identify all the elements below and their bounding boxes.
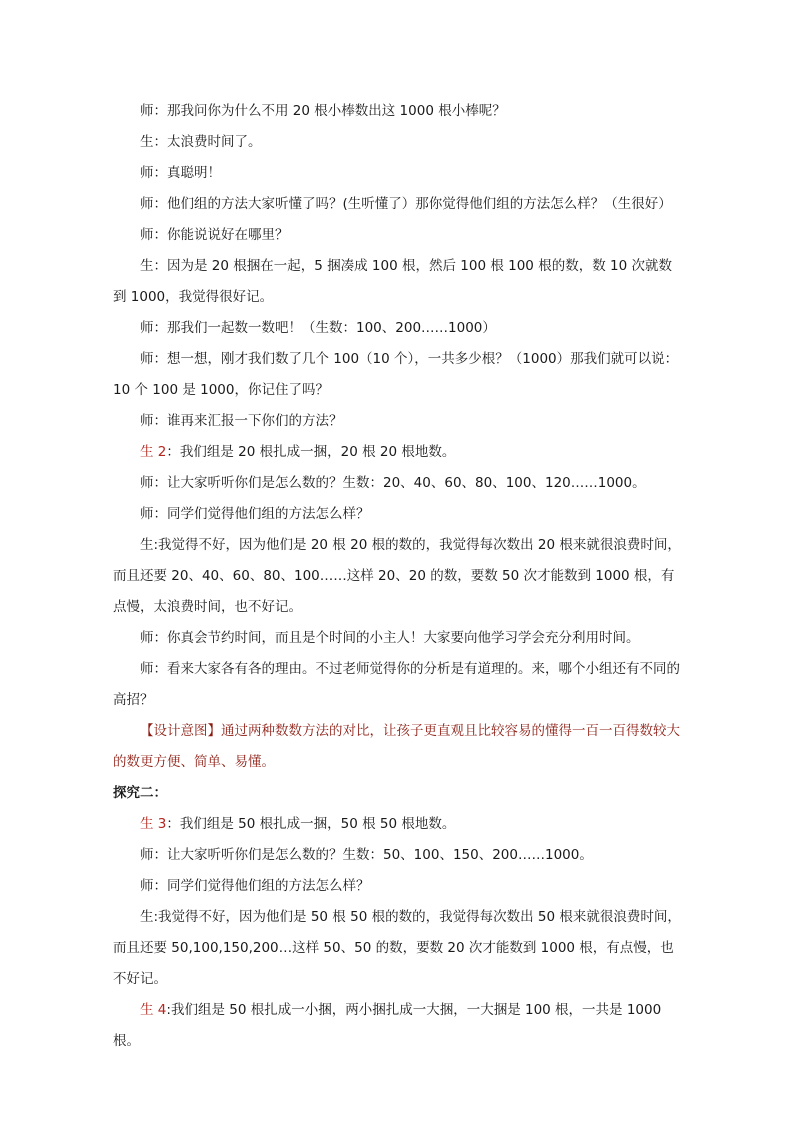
paragraph xyxy=(113,871,683,902)
paragraph xyxy=(113,344,683,406)
paragraph xyxy=(113,313,683,344)
paragraph xyxy=(113,623,683,654)
paragraph-text: 师：让大家听听你们是怎么数的？生数：50、100、150、200……1000。 xyxy=(140,847,593,863)
paragraph xyxy=(113,654,683,716)
paragraph-text: 师：同学们觉得他们组的方法怎么样？ xyxy=(140,878,370,894)
paragraph xyxy=(113,158,683,189)
paragraph-text: ：我们组是 20 根扎成一捆，20 根 20 根地数。 xyxy=(166,444,456,460)
paragraph-text: 师：那我们一起数一数吧！（生数：100、200……1000） xyxy=(140,320,496,336)
paragraph xyxy=(113,220,683,251)
paragraph xyxy=(113,251,683,313)
paragraph-text: 师：谁再来汇报一下你们的方法？ xyxy=(140,413,343,429)
paragraph xyxy=(113,406,683,437)
speaker-label: 生 4 xyxy=(140,1002,167,1018)
paragraph-text: ：我们组是 50 根扎成一捆，50 根 50 根地数。 xyxy=(166,816,456,832)
paragraph-text: 师：想一想，刚才我们数了几个 100（10 个），一共多少根？（1000）那我们就可以说：10 个 100 是 1000，你记住了吗？ xyxy=(113,351,679,398)
speaker-label: 生 2 xyxy=(140,444,167,460)
section-heading: 探究二： xyxy=(113,785,167,801)
paragraph-text: 师：真聪明！ xyxy=(140,165,221,181)
paragraph xyxy=(113,840,683,871)
paragraph-text: 师：你能说说好在哪里？ xyxy=(140,227,289,243)
paragraph xyxy=(113,530,683,623)
paragraph xyxy=(113,809,683,840)
paragraph-text: 师：同学们觉得他们组的方法怎么样？ xyxy=(140,506,370,522)
paragraph-text: 师：让大家听听你们是怎么数的？生数：20、40、60、80、100、120……1000。 xyxy=(140,475,646,491)
paragraph-text: 师：看来大家各有各的理由。不过老师觉得你的分析是有道理的。来，哪个小组还有不同的高招？ xyxy=(113,661,680,708)
paragraph xyxy=(113,995,683,1057)
speaker-label: 生 3 xyxy=(140,816,167,832)
paragraph-text: 生:我觉得不好，因为他们是 50 根 50 根的数的，我觉得每次数出 50 根来就很浪费时间，而且还要 50,100,150,200…这样 50、50 的数，要数 20 次才能数到 1000 根，有点慢，也不好记。 xyxy=(113,909,681,987)
paragraph-text: 师：他们组的方法大家听懂了吗？(生听懂了）那你觉得他们组的方法怎么样？（生很好） xyxy=(140,196,672,212)
paragraph xyxy=(113,127,683,158)
paragraph-text: 生：太浪费时间了。 xyxy=(140,134,262,150)
paragraph xyxy=(113,96,683,127)
paragraph xyxy=(113,468,683,499)
paragraph xyxy=(113,902,683,995)
paragraph-text: 师：那我问你为什么不用 20 根小棒数出这 1000 根小棒呢？ xyxy=(140,103,506,119)
paragraph-text: 生：因为是 20 根捆在一起，5 捆凑成 100 根，然后 100 根 100 根的数，数 10 次就数到 1000，我觉得很好记。 xyxy=(113,258,672,305)
paragraph xyxy=(113,437,683,468)
paragraph-text: 师：你真会节约时间，而且是个时间的小主人！大家要向他学习学会充分利用时间。 xyxy=(140,630,640,646)
paragraph-text: 生:我觉得不好，因为他们是 20 根 20 根的数的，我觉得每次数出 20 根来就很浪费时间，而且还要 20、40、60、80、100……这样 20、20 的数，要数 50 次才能数到 1000 根，有点慢，太浪费时间，也不好记。 xyxy=(113,537,681,615)
paragraph-text: :我们组是 50 根扎成一小捆，两小捆扎成一大捆，一大捆是 100 根，一共是 1000 根。 xyxy=(113,1002,662,1049)
document-page xyxy=(113,96,683,1057)
paragraph xyxy=(113,189,683,220)
design-note: 【设计意图】通过两种数数方法的对比，让孩子更直观且比较容易的懂得一百一百得数较大的数更方便、简单、易懂。 xyxy=(113,723,680,770)
paragraph xyxy=(113,499,683,530)
